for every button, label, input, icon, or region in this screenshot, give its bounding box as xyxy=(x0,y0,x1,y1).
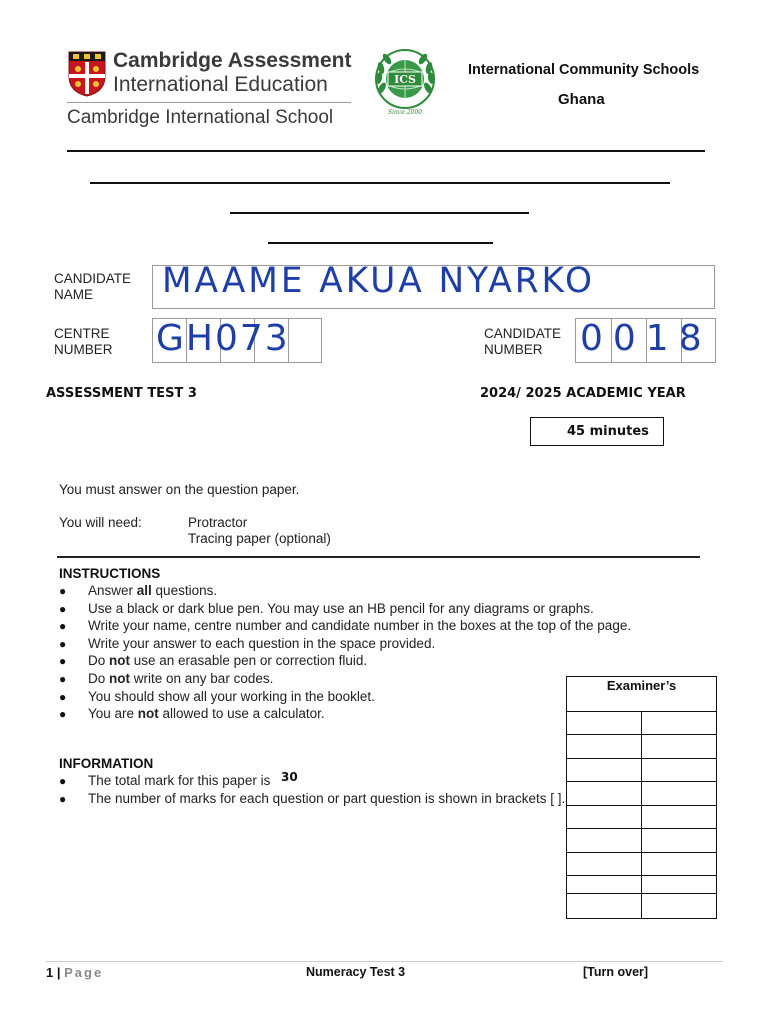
bullet-icon: ● xyxy=(59,584,67,598)
blank-line-2 xyxy=(90,182,670,184)
footer-divider xyxy=(46,961,723,962)
candidate-name-label: CANDIDATE NAME xyxy=(54,271,132,302)
requirement-tracing-paper: Tracing paper (optional) xyxy=(188,531,331,546)
information-list xyxy=(59,770,579,809)
instructions-divider xyxy=(57,556,700,558)
test-title: ASSESSMENT TEST 3 xyxy=(46,386,197,401)
list-item: ● Do not use an erasable pen or correction fluid. xyxy=(59,653,368,669)
answer-on-paper-note: You must answer on the question paper. xyxy=(59,482,300,497)
school-country: Ghana xyxy=(558,91,605,108)
cambridge-assessment-title: Cambridge Assessment xyxy=(113,49,352,72)
information-heading: INFORMATION xyxy=(59,756,154,771)
blank-line-3 xyxy=(230,212,529,214)
bullet-icon: ● xyxy=(59,671,67,686)
turn-over-label: [Turn over] xyxy=(583,965,649,979)
school-name: International Community Schools xyxy=(468,62,700,78)
ics-logo-text: ICS xyxy=(394,73,416,86)
list-item: ● Answer all questions. xyxy=(59,583,218,598)
centre-number-label: CENTRE NUMBER xyxy=(54,326,113,357)
international-education-title: International Education xyxy=(113,73,328,96)
bullet-icon: ● xyxy=(59,601,67,616)
list-item: ● Do not write on any bar codes. xyxy=(59,670,274,686)
cambridge-crest-logo xyxy=(67,50,107,98)
bullet-icon: ● xyxy=(59,689,67,704)
candidate-name-handwriting: MAAME AKUA NYARKO xyxy=(162,261,595,301)
duration-text: 45 minutes xyxy=(567,424,649,439)
bullet-icon: ● xyxy=(59,707,67,722)
total-mark-value: 30 xyxy=(281,770,298,784)
examiners-title: Examiner’s xyxy=(606,678,677,693)
footer-title: Numeracy Test 3 xyxy=(306,965,406,979)
list-item: ● The total mark for this paper is 30 xyxy=(59,770,298,788)
blank-line-4 xyxy=(268,242,493,244)
you-will-need-label: You will need: xyxy=(59,515,142,530)
bullet-icon: ● xyxy=(59,792,67,806)
examiners-table xyxy=(566,676,717,919)
requirement-protractor: Protractor xyxy=(188,515,248,530)
bullet-icon: ● xyxy=(59,619,67,634)
header-divider xyxy=(67,102,351,103)
blank-line-1 xyxy=(67,150,705,152)
bullet-icon: ● xyxy=(59,774,67,788)
candidate-number-handwriting: 0018 xyxy=(580,318,712,359)
list-item: ● Write your answer to each question in the space provided. xyxy=(59,635,436,651)
list-item: ● The number of marks for each question or part question is shown in brackets [ ]. xyxy=(59,791,566,806)
list-item: ● You should show all your working in the booklet. xyxy=(59,688,375,704)
candidate-number-label: CANDIDATE NUMBER xyxy=(484,326,562,357)
ics-logo-since: Since 2000 xyxy=(388,109,422,116)
list-item: ● You are not allowed to use a calculator. xyxy=(59,706,325,722)
academic-year: 2024/ 2025 ACADEMIC YEAR xyxy=(480,386,686,401)
list-item: ● Write your name, centre number and candidate number in the boxes at the top of the page. xyxy=(59,618,632,634)
centre-number-handwriting: GH073 xyxy=(156,318,290,359)
bullet-icon: ● xyxy=(59,636,67,651)
ics-logo xyxy=(372,48,438,116)
bullet-icon: ● xyxy=(59,654,67,669)
page-number: 1 | Page xyxy=(46,965,104,980)
cambridge-international-school-title: Cambridge International School xyxy=(67,107,334,128)
instructions-heading: INSTRUCTIONS xyxy=(59,566,161,581)
list-item: ● Use a black or dark blue pen. You may use an HB pencil for any diagrams or graphs. xyxy=(59,600,594,616)
